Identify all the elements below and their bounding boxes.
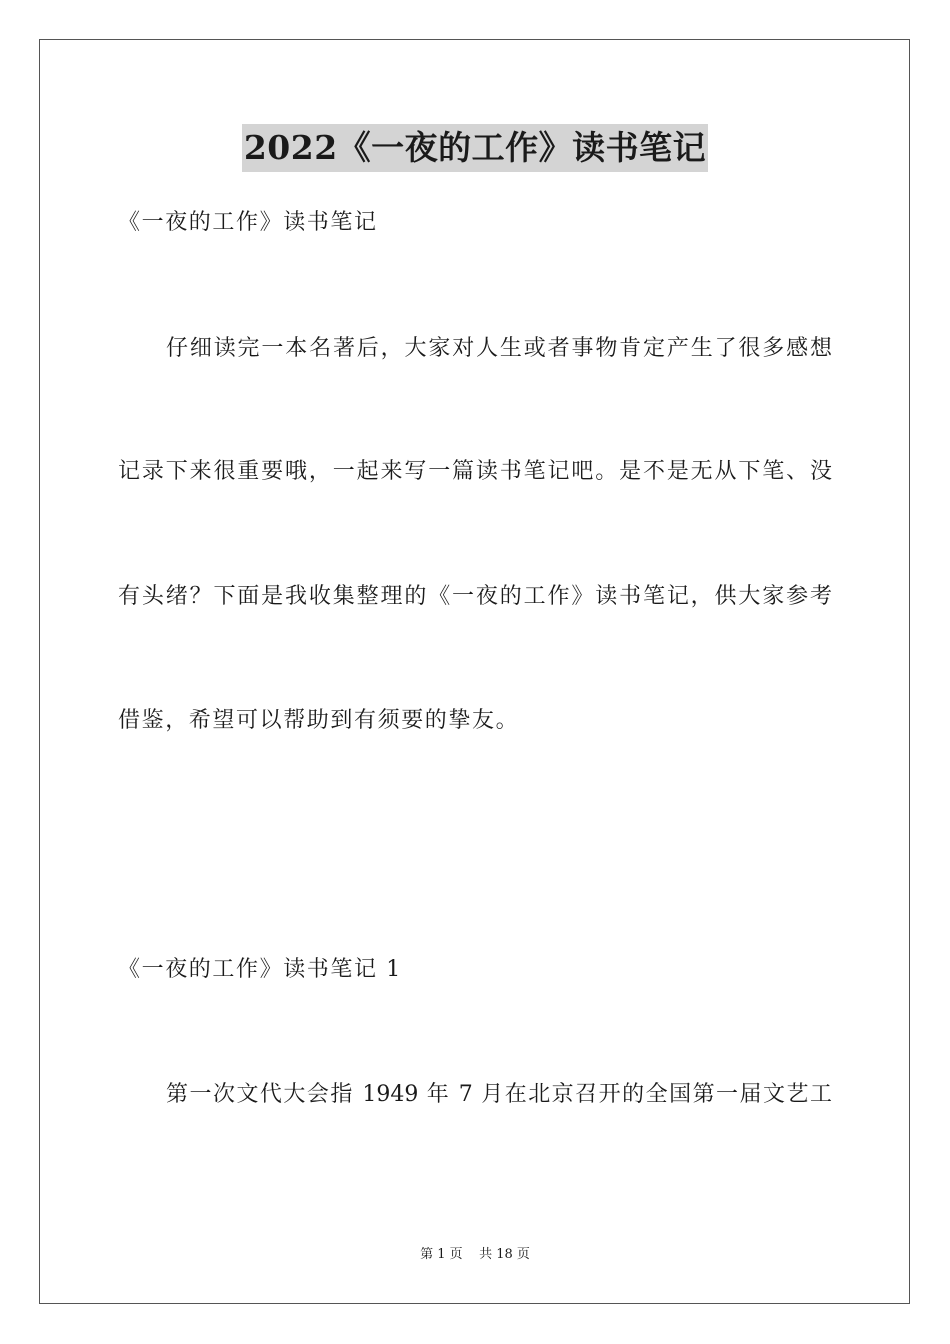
intro-paragraph-line: 有头绪？下面是我收集整理的《一夜的工作》读书笔记，供大家参考 xyxy=(118,584,832,609)
page-number-footer: 第 1 页 共 18 页 xyxy=(420,1247,530,1262)
section-heading: 《一夜的工作》读书笔记 1 xyxy=(118,957,402,982)
intro-paragraph-line: 仔细读完一本名著后，大家对人生或者事物肯定产生了很多感想 xyxy=(166,336,832,361)
intro-paragraph-line: 借鉴，希望可以帮助到有须要的挚友。 xyxy=(118,708,520,733)
document-subtitle: 《一夜的工作》读书笔记 xyxy=(118,210,378,235)
title-block xyxy=(0,124,950,172)
section-paragraph-line: 第一次文代大会指 1949 年 7 月在北京召开的全国第一届文艺工 xyxy=(166,1082,832,1107)
document-title: 2022《一夜的工作》读书笔记 xyxy=(242,124,708,172)
intro-paragraph-line: 记录下来很重要哦，一起来写一篇读书笔记吧。是不是无从下笔、没 xyxy=(118,459,832,484)
